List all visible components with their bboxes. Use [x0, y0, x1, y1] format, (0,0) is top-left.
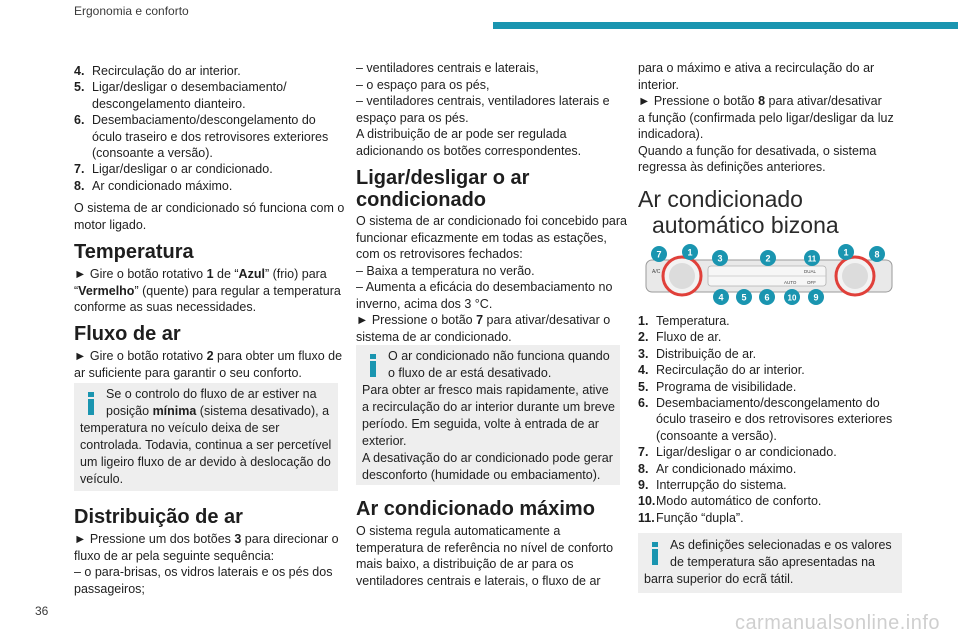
- list-item-number: 8.: [74, 178, 85, 193]
- text-line: O sistema de ar condicionado foi concebido para: [356, 214, 627, 228]
- list-item-text: Fluxo de ar.: [656, 330, 722, 345]
- list-item: [638, 493, 821, 510]
- list-item-number: 8.: [638, 461, 649, 476]
- btn-dual-text: DUAL: [804, 269, 817, 274]
- list-item-text: Ligar/desligar o desembaciamento/: [92, 80, 287, 95]
- paragraph-engine: O sistema de ar condicionado só funciona com o: [74, 201, 345, 215]
- header-accent-bar: [493, 22, 958, 29]
- text-line: com os retrovisores fechados:: [356, 247, 523, 261]
- heading-ligar-2: condicionado: [356, 189, 486, 211]
- heading-ligar: Ligar/desligar o ar: [356, 167, 530, 189]
- text-line: a função (confirmada pelo ligar/desligar da luz: [638, 110, 894, 125]
- heading-auto-2: automático bizona: [652, 212, 839, 238]
- text-line: – o para-brisas, os vidros laterais e os pés dos: [74, 565, 333, 579]
- list-item-number: 5.: [74, 80, 85, 95]
- text-line: adicionando os botões correspondentes.: [356, 143, 582, 158]
- text-line: “Vermelho” (quente) para regular a temperatura: [74, 283, 341, 298]
- list-item-number: 6.: [638, 396, 649, 410]
- list-item-number: 11.: [638, 510, 655, 525]
- list-item-text: Temperatura.: [656, 314, 730, 328]
- btn-ac-text: A/C: [652, 269, 661, 275]
- list-item-text: (consoante a versão).: [92, 146, 213, 160]
- list-item: [74, 63, 241, 80]
- text-line: mais baixo, a distribuição de ar para os: [356, 557, 574, 571]
- svg-text:6: 6: [764, 292, 770, 303]
- text-line: ► Pressione o botão 7 para ativar/desativar o: [356, 313, 611, 327]
- text-line: – ventiladores centrais e laterais,: [356, 61, 539, 75]
- list-item-text: Ligar/desligar o ar condicionado.: [92, 162, 273, 177]
- list-item: [74, 178, 232, 195]
- svg-text:11: 11: [807, 254, 817, 264]
- text-line: – Baixa a temperatura no verão.: [356, 263, 535, 278]
- svg-text:3: 3: [717, 253, 723, 264]
- svg-text:5: 5: [741, 292, 747, 303]
- text-line: ► Pressione um dos botões 3 para direcionar o: [74, 532, 339, 546]
- btn-off-text: OFF: [807, 280, 816, 285]
- list-item-text: (consoante a versão).: [656, 428, 777, 443]
- svg-text:9: 9: [813, 292, 819, 303]
- list-item-number: 9.: [638, 478, 649, 492]
- text-line: O sistema regula automaticamente a: [356, 524, 561, 538]
- watermark-text: carmanualsonline.info: [734, 612, 940, 634]
- heading-temperatura: Temperatura: [74, 241, 194, 263]
- note-line: o fluxo de ar está desativado.: [388, 366, 552, 380]
- list-item: [74, 145, 213, 162]
- heading-fluxo: Fluxo de ar: [74, 323, 181, 345]
- svg-text:2: 2: [765, 253, 771, 264]
- running-header: Ergonomia e conforto: [74, 4, 189, 18]
- text-line: espaço para os pés.: [356, 110, 469, 125]
- note-line: Para obter ar fresco mais rapidamente, ative: [362, 383, 609, 397]
- text-line: ar suficiente para garantir o seu conforto.: [74, 365, 302, 380]
- svg-text:7: 7: [656, 249, 662, 260]
- list-item: [638, 461, 796, 478]
- text-line: conforme as suas necessidades.: [74, 300, 257, 314]
- text-line: indicadora).: [638, 127, 704, 141]
- list-item-text: Modo automático de conforto.: [656, 494, 822, 509]
- paragraph-engine-2: motor ligado.: [74, 218, 147, 232]
- list-item: [638, 329, 721, 346]
- list-item-number: 7.: [74, 162, 85, 177]
- text-line: sistema de ar condicionado.: [356, 329, 512, 344]
- text-line: temperatura de referência no nível de conforto: [356, 540, 614, 555]
- svg-text:1: 1: [843, 247, 849, 258]
- text-line: ► Gire o botão rotativo 2 para obter um fluxo de: [74, 349, 343, 363]
- list-item-number: 5.: [638, 379, 649, 394]
- list-item-number: 6.: [74, 113, 85, 128]
- note-line: a recirculação do ar interior durante um breve: [362, 400, 615, 414]
- text-line: – o espaço para os pés,: [356, 77, 490, 92]
- text-line: ► Gire o botão rotativo 1 de “Azul” (frio) para: [74, 267, 327, 281]
- text-line: ventiladores centrais e laterais, o fluxo de ar: [356, 573, 601, 588]
- list-item: [638, 411, 892, 428]
- note-line: desconforto (humidade ou embaciamento).: [362, 468, 601, 482]
- text-line: – Aumenta a eficácia do desembaciamento no: [356, 280, 613, 294]
- list-item-number: 10.: [638, 494, 656, 509]
- note-line: controlada. Todavia, continua a ser percetível: [80, 438, 332, 452]
- list-item: [638, 313, 730, 330]
- svg-text:10: 10: [787, 293, 797, 303]
- svg-text:4: 4: [718, 292, 724, 303]
- list-item: [638, 346, 756, 363]
- list-item: [74, 129, 328, 146]
- note-line: barra superior do ecrã tátil.: [644, 572, 794, 586]
- note-line: A desativação do ar condicionado pode gerar: [362, 451, 613, 465]
- text-line: regressa às definições anteriores.: [638, 160, 826, 174]
- note-line: posição mínima (sistema desativado), a: [106, 404, 330, 418]
- list-item-number: 4.: [638, 363, 649, 378]
- list-item-text: óculo traseiro e dos retrovisores exteriores: [92, 129, 329, 144]
- text-line: ► Pressione o botão 8 para ativar/desativar: [638, 94, 882, 108]
- list-item: [638, 510, 744, 527]
- list-item-text: Recirculação do ar interior.: [656, 363, 805, 378]
- climate-panel-svg: [644, 244, 894, 308]
- list-item: [74, 96, 246, 113]
- svg-text:1: 1: [687, 247, 693, 258]
- list-item-number: 3.: [638, 346, 649, 361]
- climate-panel-illustration: [644, 244, 894, 308]
- btn-auto-text: AUTO: [784, 280, 797, 285]
- list-item: [74, 79, 287, 96]
- list-item: [74, 161, 273, 178]
- note-line: de temperatura são apresentadas na: [670, 555, 875, 569]
- list-item-number: 1.: [638, 314, 649, 328]
- list-item: [638, 477, 787, 494]
- svg-text:8: 8: [874, 249, 880, 260]
- list-item: [638, 395, 880, 412]
- list-item-text: Desembaciamento/descongelamento do: [656, 396, 880, 410]
- note-line: Se o controlo do fluxo de ar estiver na: [106, 387, 317, 401]
- heading-max: Ar condicionado máximo: [356, 498, 595, 520]
- heading-distribuicao: Distribuição de ar: [74, 506, 243, 528]
- list-item-text: Interrupção do sistema.: [656, 478, 787, 492]
- text-line: para o máximo e ativa a recirculação do ar: [638, 61, 875, 75]
- list-item-number: 7.: [638, 445, 649, 460]
- list-item: [74, 112, 316, 129]
- text-line: fluxo de ar pela seguinte sequência:: [74, 548, 275, 563]
- text-line: Quando a função for desativada, o sistema: [638, 143, 877, 158]
- info-note-2: [356, 345, 620, 485]
- note-line: temperatura no veículo deixa de ser: [80, 421, 280, 435]
- text-line: A distribuição de ar pode ser regulada: [356, 127, 567, 141]
- note-line: exterior.: [362, 434, 407, 448]
- list-item-text: Ar condicionado máximo.: [656, 461, 797, 476]
- list-item-number: 4.: [74, 64, 85, 78]
- list-item-text: Distribuição de ar.: [656, 346, 757, 361]
- note-line: O ar condicionado não funciona quando: [388, 349, 610, 363]
- list-item-text: Programa de visibilidade.: [656, 379, 797, 394]
- text-line: – ventiladores centrais, ventiladores laterais e: [356, 94, 610, 108]
- list-item-number: 2.: [638, 330, 649, 345]
- info-note-1: [74, 383, 338, 491]
- text-line: inverno, acima dos 3 °C.: [356, 296, 493, 311]
- info-note-3: [638, 533, 902, 593]
- list-item: [638, 444, 837, 461]
- text-line: interior.: [638, 77, 679, 92]
- list-item-text: descongelamento dianteiro.: [92, 96, 246, 111]
- note-line: As definições selecionadas e os valores: [670, 538, 892, 552]
- list-item: [638, 379, 796, 396]
- note-line: veículo.: [80, 472, 124, 486]
- page-number: 36: [35, 604, 49, 618]
- list-item-text: Ar condicionado máximo.: [92, 178, 233, 193]
- list-item-text: Desembaciamento/descongelamento do: [92, 113, 316, 128]
- list-item-text: Ligar/desligar o ar condicionado.: [656, 445, 837, 460]
- text-line: funcionar eficazmente em todas as estações,: [356, 230, 607, 245]
- list-item-text: Recirculação do ar interior.: [92, 64, 241, 78]
- list-item: [638, 362, 805, 379]
- heading-auto: Ar condicionado: [638, 186, 803, 212]
- note-line: período. Em seguida, volte à entrada de ar: [362, 417, 599, 431]
- list-item: [638, 428, 777, 445]
- text-line: passageiros;: [74, 581, 145, 596]
- list-item-text: Função “dupla”.: [656, 510, 744, 525]
- list-item-text: óculo traseiro e dos retrovisores exteriores: [656, 412, 893, 427]
- note-line: um ligeiro fluxo de ar devido à deslocação do: [80, 455, 331, 469]
